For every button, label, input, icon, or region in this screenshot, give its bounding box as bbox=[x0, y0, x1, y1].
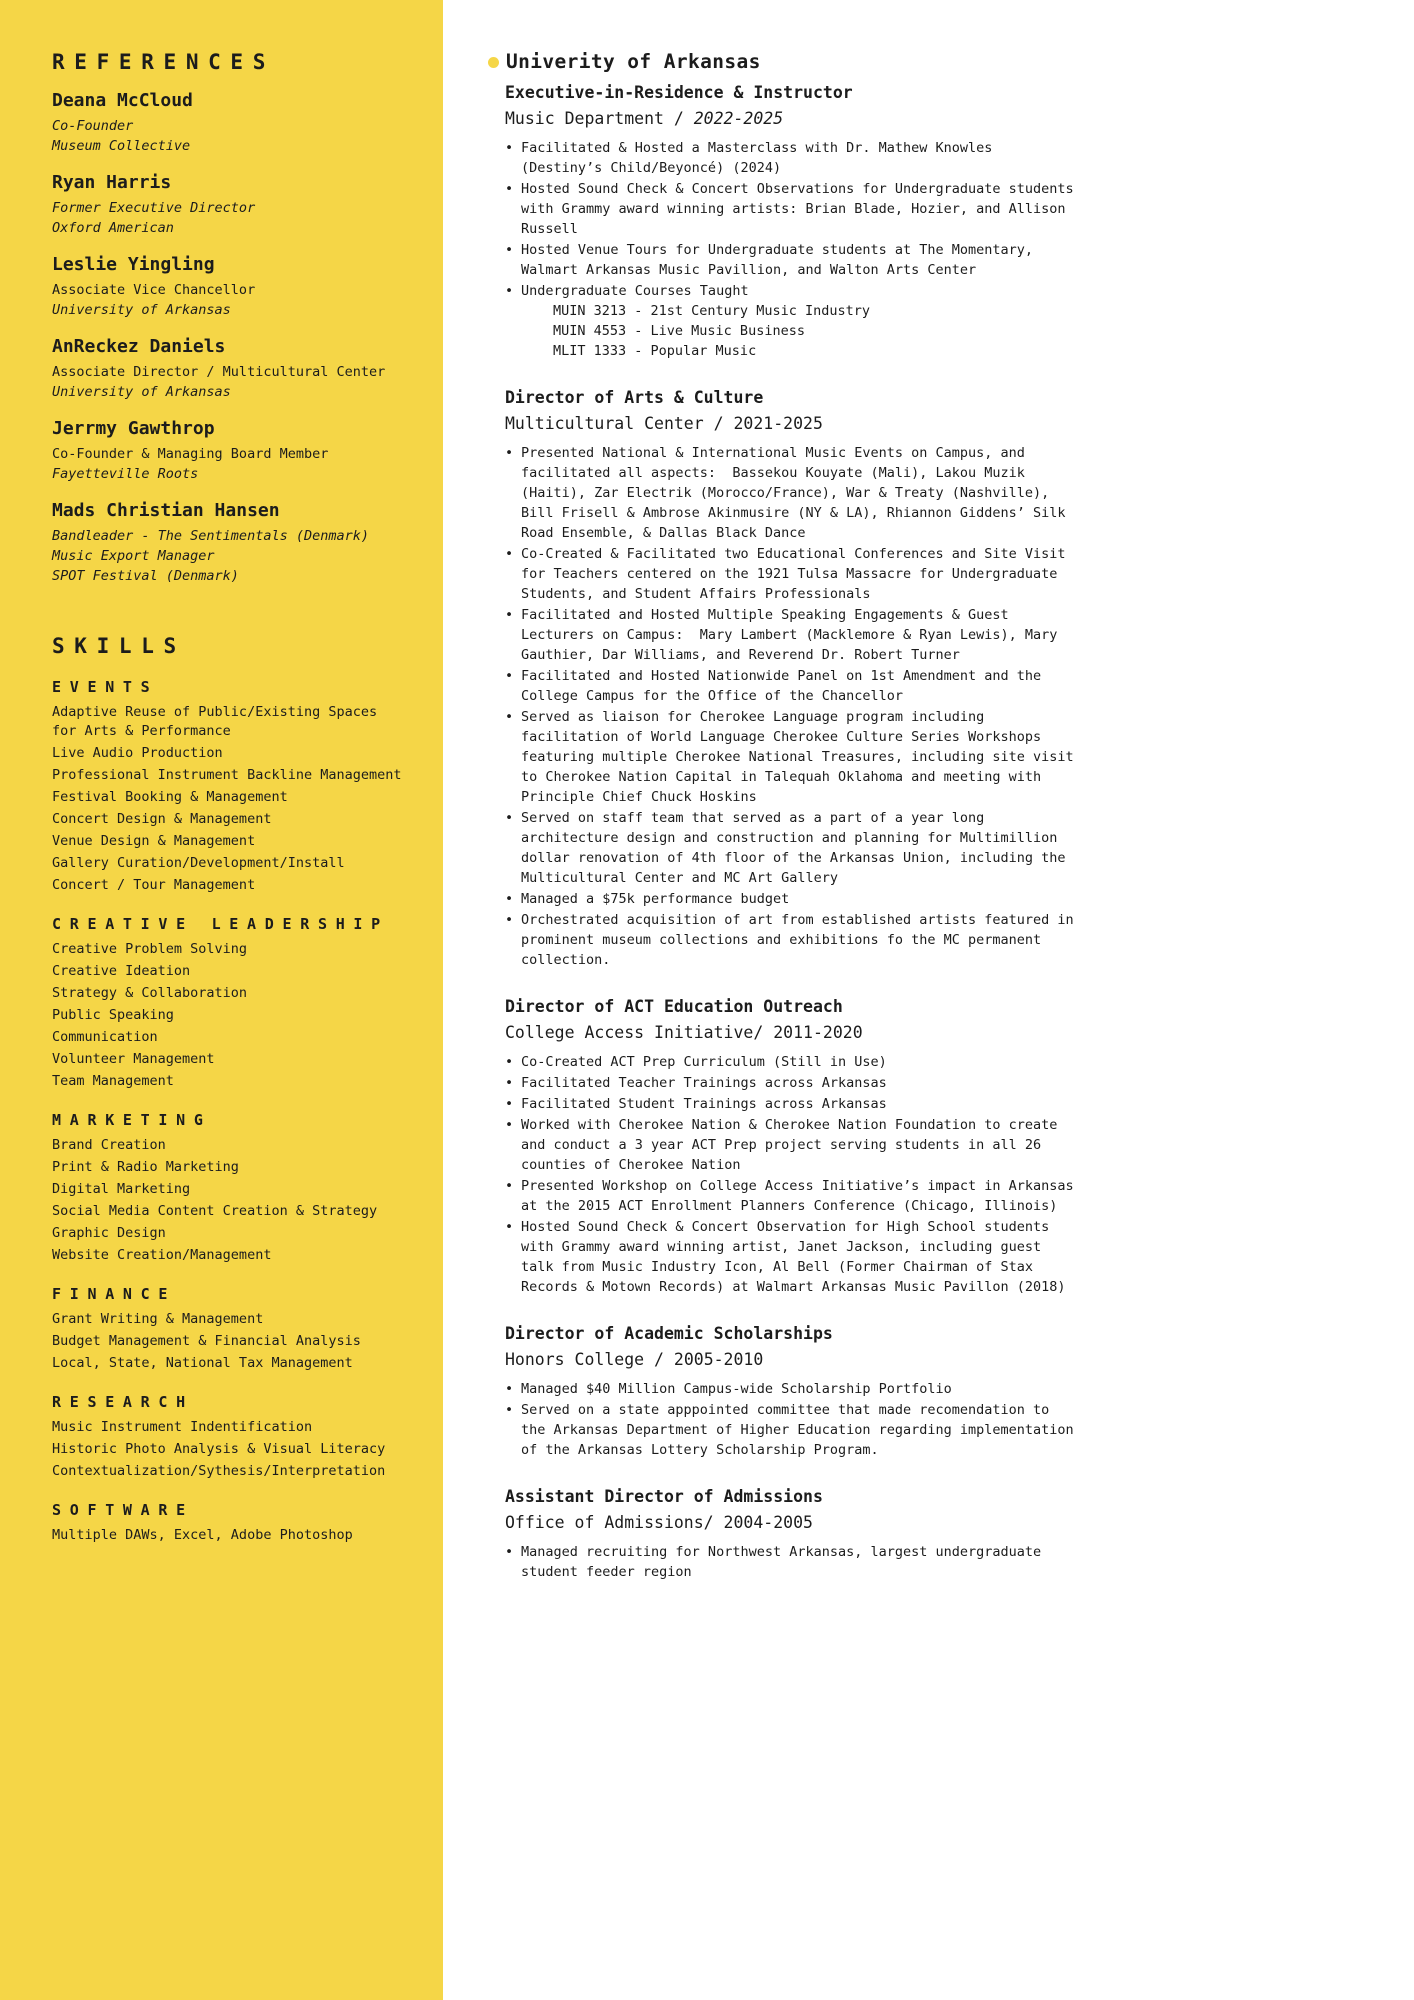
job-bullet-text: Served on staff team that served as a part of a year long architecture design and construction and planning for Multimillion dollar renovation of 4th floor of the Arkansas Union, including the Multicultural Center and MC Art Gallery bbox=[521, 810, 1074, 886]
job-bullet bbox=[505, 443, 1078, 543]
skill-item: Professional Instrument Backline Management bbox=[52, 767, 402, 783]
job-org: Office of Admissions/ bbox=[505, 1513, 724, 1532]
job-dates: 2004-2005 bbox=[723, 1513, 813, 1532]
references-heading: REFERENCES bbox=[52, 50, 276, 74]
reference-detail: Associate Director / Multicultural Center bbox=[52, 364, 386, 380]
reference-item bbox=[52, 500, 404, 586]
skill-item: Team Management bbox=[52, 1073, 174, 1089]
bullet-icon: • bbox=[505, 181, 514, 197]
reference-name: Mads Christian Hansen bbox=[52, 500, 280, 521]
job-bullet-text: Co-Created & Facilitated two Educational Conferences and Site Visit for Teachers centered on the 1921 Tulsa Massacre for Undergraduate Students, and Student Affairs Professionals bbox=[521, 546, 1074, 602]
skill-group-title: FINANCE bbox=[52, 1285, 177, 1303]
job-bullet-text: Presented National & International Music Events on Campus, and facilitated all aspects: Bassekou Kouyate (Mali), Lakou Muzik (Haiti), Zar Electrik (Morocco/France), War & Treaty (Nashville), Bill Frisell & Ambrose Akinmusire (NY & LA), Rhiannon Giddens’ Silk Road Ensemble, & Dallas Black Dance bbox=[521, 445, 1074, 541]
skill-item: Concert Design & Management bbox=[52, 811, 272, 827]
job bbox=[505, 82, 1082, 361]
bullet-icon: • bbox=[505, 1544, 514, 1560]
bullet-icon: • bbox=[505, 607, 514, 623]
skill-item: Creative Ideation bbox=[52, 963, 191, 979]
skill-item: Volunteer Management bbox=[52, 1051, 215, 1067]
reference-detail: University of Arkansas bbox=[52, 384, 231, 400]
skill-item: Venue Design & Management bbox=[52, 833, 256, 849]
references-list bbox=[52, 90, 404, 586]
job-bullet-text: Managed $40 Million Campus-wide Scholarship Portfolio bbox=[521, 1381, 952, 1397]
job-bullet-text: Facilitated & Hosted a Masterclass with Dr. Mathew Knowles (Destiny’s Child/Beyoncé) (2024) bbox=[521, 140, 1001, 176]
reference-detail: Oxford American bbox=[52, 220, 174, 236]
skill-item: Budget Management & Financial Analysis bbox=[52, 1333, 361, 1349]
skill-item: Communication bbox=[52, 1029, 158, 1045]
bullet-icon: • bbox=[505, 1117, 514, 1133]
reference-detail: Fayetteville Roots bbox=[52, 466, 199, 482]
reference-item bbox=[52, 418, 404, 484]
job bbox=[505, 996, 1082, 1297]
bullet-icon: • bbox=[505, 810, 514, 826]
job-bullet-text: Facilitated Student Trainings across Arkansas bbox=[521, 1096, 887, 1112]
skill-item: Local, State, National Tax Management bbox=[52, 1355, 353, 1371]
skill-group bbox=[52, 1111, 404, 1265]
reference-name: Jerrmy Gawthrop bbox=[52, 418, 215, 439]
skill-item: Digital Marketing bbox=[52, 1181, 191, 1197]
job-bullet bbox=[505, 1052, 1078, 1072]
skill-group bbox=[52, 1285, 404, 1373]
bullet-icon: • bbox=[505, 1219, 514, 1235]
job-bullet bbox=[505, 240, 1078, 280]
job-bullets bbox=[505, 1379, 1082, 1460]
job-bullet-text: Presented Workshop on College Access Initiative’s impact in Arkansas at the 2015 ACT Enrollment Planners Conference (Chicago, Illinois) bbox=[521, 1178, 1082, 1214]
bullet-icon: • bbox=[505, 140, 514, 156]
bullet-icon: • bbox=[505, 891, 514, 907]
skill-item: Gallery Curation/Development/Install bbox=[52, 855, 345, 871]
reference-item bbox=[52, 336, 404, 402]
job-bullet-text: Facilitated Teacher Trainings across Arkansas bbox=[521, 1075, 887, 1091]
skills-groups bbox=[52, 678, 404, 1545]
job-dates: 2005-2010 bbox=[673, 1350, 764, 1369]
skill-item: Strategy & Collaboration bbox=[52, 985, 248, 1001]
job-bullet bbox=[505, 889, 1078, 909]
bullet-icon: • bbox=[505, 912, 514, 928]
skill-item: Festival Booking & Management bbox=[52, 789, 288, 805]
job-bullet bbox=[505, 1073, 1078, 1093]
reference-detail: Former Executive Director bbox=[52, 200, 256, 216]
bullet-icon: • bbox=[505, 1054, 514, 1070]
reference-detail: Co-Founder bbox=[52, 118, 134, 134]
job-title: Assistant Director of Admissions bbox=[505, 1487, 823, 1506]
bullet-icon: • bbox=[505, 1402, 514, 1418]
job-org-line bbox=[505, 108, 1078, 129]
job-bullet-text: Facilitated and Hosted Multiple Speaking Engagements & Guest Lecturers on Campus: Mary Lambert (Macklemore & Ryan Lewis), Mary Gauthier, Dar Williams, and Reverend Dr. Robert Turner bbox=[521, 607, 1066, 663]
bullet-icon: • bbox=[505, 1178, 514, 1194]
job-bullet bbox=[505, 1176, 1082, 1216]
job-bullet-text: Hosted Sound Check & Concert Observation for High School students with Grammy award winning artist, Janet Jackson, including guest talk from Music Industry Icon, Al Bell (Former Chairman of Stax Records & Motown Records) at Walmart Arkansas Music Pavillon (2018) bbox=[521, 1219, 1066, 1295]
job-title: Executive-in-Residence & Instructor bbox=[505, 83, 853, 102]
job-bullet bbox=[505, 707, 1082, 807]
reference-detail: University of Arkansas bbox=[52, 302, 231, 318]
job-bullet-text: Co-Created ACT Prep Curriculum (Still in Use) bbox=[521, 1054, 887, 1070]
skill-item: Grant Writing & Management bbox=[52, 1311, 264, 1327]
skill-item: Brand Creation bbox=[52, 1137, 166, 1153]
skill-item: Contextualization/Sythesis/Interpretation bbox=[52, 1463, 386, 1479]
job bbox=[505, 387, 1082, 970]
reference-item bbox=[52, 172, 404, 238]
job-bullets bbox=[505, 1542, 1078, 1582]
job-bullet bbox=[505, 1379, 1078, 1399]
job-bullet bbox=[505, 1217, 1078, 1297]
job-bullets bbox=[505, 138, 1082, 361]
skill-group-title: EVENTS bbox=[52, 678, 159, 696]
bullet-icon: • bbox=[505, 1096, 514, 1112]
bullet-icon: • bbox=[505, 242, 514, 258]
reference-detail: Associate Vice Chancellor bbox=[52, 282, 256, 298]
bullet-icon: • bbox=[505, 1381, 514, 1397]
job-bullet-text: Served as liaison for Cherokee Language program including facilitation of World Language Cherokee Culture Series Workshops featuring multiple Cherokee National Treasures, including site visit to Cherokee Nation Capital in Talequah Oklahoma and meeting with Principle Chief Chuck Hoskins bbox=[521, 709, 1082, 805]
job bbox=[505, 1323, 1082, 1460]
skill-item: Live Audio Production bbox=[52, 745, 223, 761]
job-title: Director of ACT Education Outreach bbox=[505, 997, 843, 1016]
reference-detail: Museum Collective bbox=[52, 138, 191, 154]
main-content bbox=[443, 0, 1414, 2000]
skill-item: Multiple DAWs, Excel, Adobe Photoshop bbox=[52, 1527, 353, 1543]
job-bullet-text: Undergraduate Courses Taught MUIN 3213 - 21st Century Music Industry MUIN 4553 - Live Music Business MLIT 1333 - Popular Music bbox=[521, 281, 1078, 361]
bullet-icon: • bbox=[505, 709, 514, 725]
bullet-icon: • bbox=[505, 1075, 514, 1091]
course-item: MLIT 1333 - Popular Music bbox=[553, 343, 757, 359]
job-bullet-text: Served on a state apppointed committee that made recomendation to the Arkansas Department of Higher Education regarding implementation of the Arkansas Lottery Scholarship Program. bbox=[521, 1402, 1082, 1458]
skill-group-title: CREATIVE LEADERSHIP bbox=[52, 915, 389, 933]
job-bullet bbox=[505, 1115, 1078, 1175]
skill-item: Graphic Design bbox=[52, 1225, 166, 1241]
reference-item bbox=[52, 254, 404, 320]
job-bullet bbox=[505, 281, 1078, 361]
job-bullet bbox=[505, 910, 1082, 970]
job-bullet-text: Managed a $75k performance budget bbox=[521, 891, 790, 907]
reference-name: AnReckez Daniels bbox=[52, 336, 226, 357]
job-bullet bbox=[505, 1400, 1082, 1460]
job bbox=[505, 1486, 1078, 1582]
reference-detail: Co-Founder & Managing Board Member bbox=[52, 446, 329, 462]
job-bullet bbox=[505, 544, 1078, 604]
reference-detail: Music Export Manager bbox=[52, 548, 215, 564]
skill-group-title: MARKETING bbox=[52, 1111, 212, 1129]
job-org: College Access Initiative/ bbox=[505, 1023, 774, 1042]
job-bullet-text: Hosted Sound Check & Concert Observations for Undergraduate students with Grammy award winning artists: Brian Blade, Hozier, and Allison Russell bbox=[521, 181, 1082, 237]
job-title: Director of Academic Scholarships bbox=[505, 1324, 833, 1343]
skill-group bbox=[52, 1393, 404, 1481]
skill-group-title: SOFTWARE bbox=[52, 1501, 194, 1519]
job-bullet-text: Facilitated and Hosted Nationwide Panel on 1st Amendment and the College Campus for the Office of the Chancellor bbox=[521, 668, 1050, 704]
job-bullet bbox=[505, 605, 1078, 665]
job-bullet bbox=[505, 138, 1078, 178]
bullet-icon: • bbox=[505, 445, 514, 461]
employer-header bbox=[488, 50, 1384, 74]
bullet-icon: • bbox=[505, 546, 514, 562]
reference-name: Ryan Harris bbox=[52, 172, 172, 193]
job-org: Music Department / bbox=[505, 109, 694, 128]
jobs-list bbox=[488, 82, 1384, 1582]
reference-item bbox=[52, 90, 404, 156]
bullet-icon: • bbox=[505, 668, 514, 684]
job-org: Multicultural Center / bbox=[505, 414, 734, 433]
skill-item: Music Instrument Indentification bbox=[52, 1419, 313, 1435]
skill-item: Historic Photo Analysis & Visual Literacy bbox=[52, 1441, 386, 1457]
reference-detail: SPOT Festival (Denmark) bbox=[52, 568, 239, 584]
job-org-line bbox=[505, 1512, 1078, 1533]
employer-name: Univerity of Arkansas bbox=[506, 50, 761, 73]
job-org-line bbox=[505, 1349, 1078, 1370]
skill-group bbox=[52, 915, 404, 1091]
skill-item: Website Creation/Management bbox=[52, 1247, 272, 1263]
reference-name: Leslie Yingling bbox=[52, 254, 215, 275]
bullet-icon: • bbox=[505, 283, 514, 299]
job-bullet-text: Managed recruiting for Northwest Arkansas, largest undergraduate student feeder region bbox=[521, 1544, 1050, 1580]
job-title: Director of Arts & Culture bbox=[505, 388, 764, 407]
job-bullet bbox=[505, 179, 1082, 239]
skill-item: Concert / Tour Management bbox=[52, 877, 256, 893]
job-bullets bbox=[505, 443, 1082, 970]
skill-group bbox=[52, 678, 404, 895]
skills-heading: SKILLS bbox=[52, 634, 186, 658]
course-item: MUIN 3213 - 21st Century Music Industry bbox=[553, 303, 870, 319]
skill-item: Creative Problem Solving bbox=[52, 941, 248, 957]
bullet-dot-icon bbox=[488, 57, 499, 68]
skill-group-title: RESEARCH bbox=[52, 1393, 194, 1411]
skill-item: Adaptive Reuse of Public/Existing Spaces for Arts & Performance bbox=[52, 704, 378, 739]
course-item: MUIN 4553 - Live Music Business bbox=[553, 323, 805, 339]
skill-item: Print & Radio Marketing bbox=[52, 1159, 239, 1175]
reference-detail: Bandleader - The Sentimentals (Denmark) bbox=[52, 528, 369, 544]
skill-group bbox=[52, 1501, 404, 1545]
job-dates: 2022-2025 bbox=[693, 109, 784, 128]
skill-item: Public Speaking bbox=[52, 1007, 174, 1023]
job-bullet bbox=[505, 666, 1078, 706]
job-org-line bbox=[505, 1022, 1078, 1043]
job-bullet-text: Hosted Venue Tours for Undergraduate students at The Momentary, Walmart Arkansas Music Pavillion, and Walton Arts Center bbox=[521, 242, 1042, 278]
job-dates: 2021-2025 bbox=[733, 414, 823, 433]
job-org: Honors College / bbox=[505, 1350, 674, 1369]
job-bullet bbox=[505, 1094, 1078, 1114]
job-dates: 2011-2020 bbox=[773, 1023, 863, 1042]
job-bullet bbox=[505, 1542, 1078, 1582]
job-bullets bbox=[505, 1052, 1082, 1297]
job-org-line bbox=[505, 413, 1078, 434]
job-bullet bbox=[505, 808, 1078, 888]
sidebar bbox=[0, 0, 443, 2000]
reference-name: Deana McCloud bbox=[52, 90, 193, 111]
job-bullet-text: Orchestrated acquisition of art from established artists featured in prominent museum collections and exhibitions fo the MC permanent collection. bbox=[521, 912, 1082, 968]
job-bullet-text: Worked with Cherokee Nation & Cherokee Nation Foundation to create and conduct a 3 year ACT Prep project serving students in all 26 counties of Cherokee Nation bbox=[521, 1117, 1066, 1173]
skill-item: Social Media Content Creation & Strategy bbox=[52, 1203, 378, 1219]
